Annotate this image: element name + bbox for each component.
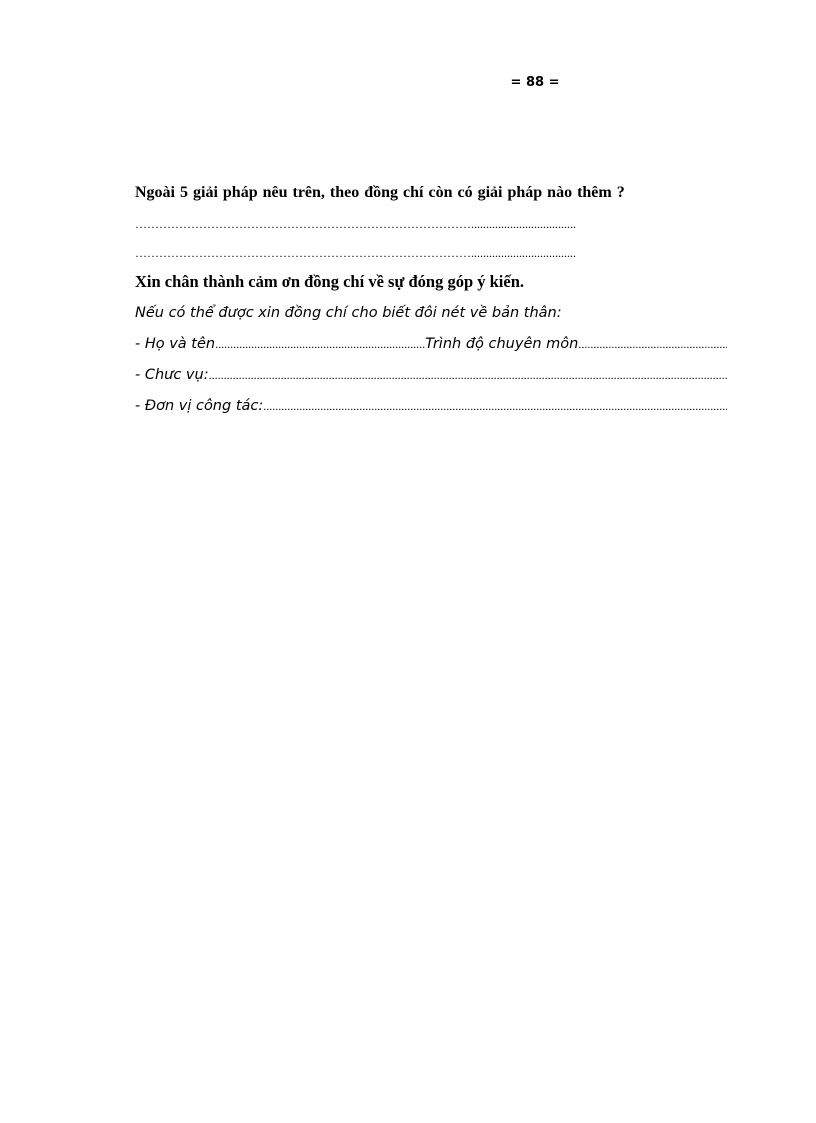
- workplace-label: - Đơn vị công tác:: [135, 398, 264, 414]
- position-row: [135, 362, 727, 393]
- name-qualification-row: [135, 331, 727, 362]
- thanks-text: Xin chân thành cảm ơn đồng chí về sự đóng góp ý kiến.: [135, 272, 525, 291]
- survey-question: Ngoài 5 giải pháp nêu trên, theo đồng chí còn có giải pháp nào thêm ?: [135, 184, 625, 201]
- page-number: = 88 =: [510, 75, 560, 90]
- answer-dots-2: …………………………………………………………………………...................................: [135, 246, 576, 260]
- survey-form: [135, 180, 727, 424]
- workplace-row: [135, 393, 727, 424]
- answer-line-1[interactable]: [135, 211, 727, 240]
- position-label: - Chưc vụ:: [135, 367, 209, 383]
- workplace-field[interactable]: [263, 393, 727, 419]
- qualification-label: Trình độ chuyên môn: [425, 336, 579, 352]
- name-field[interactable]: [215, 331, 425, 357]
- answer-dots-1: …………………………………………………………………………...................................: [135, 217, 576, 231]
- qualification-field[interactable]: [578, 331, 727, 357]
- position-field[interactable]: [209, 362, 727, 388]
- name-label: - Họ và tên: [135, 336, 216, 352]
- personal-intro: Nếu có thể được xin đồng chí cho biết đôi nét về bản thân:: [135, 305, 562, 321]
- answer-line-2[interactable]: [135, 240, 727, 269]
